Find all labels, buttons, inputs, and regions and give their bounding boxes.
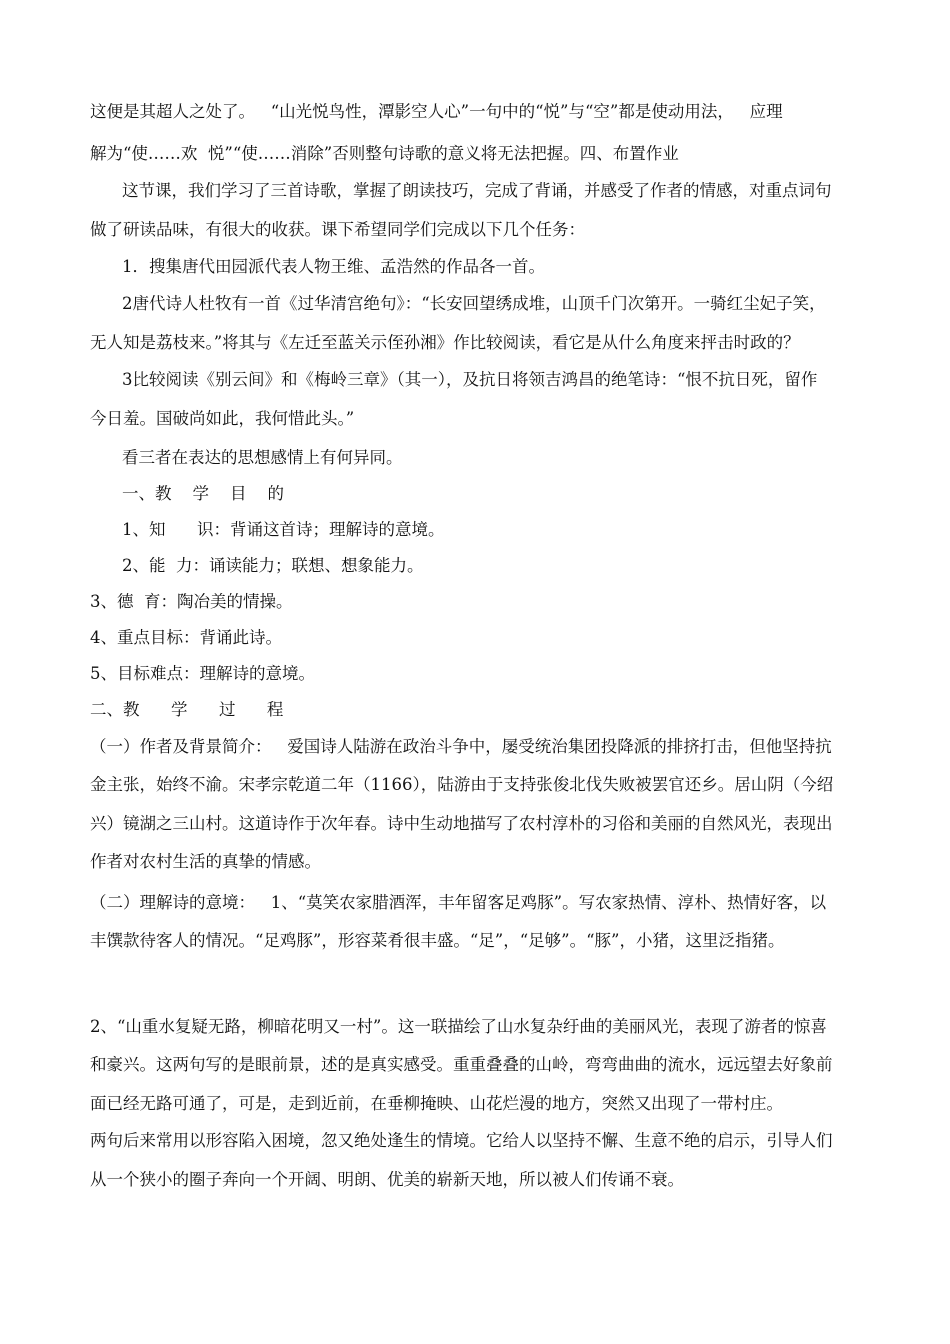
paragraph-line: 无人知是荔枝来。”将其与《左迁至蓝关示侄孙湘》作比较阅读，看它是从什么角度来抨击时政的？ — [90, 333, 800, 352]
paragraph-line: 看三者在表达的思想感情上有何异同。 — [122, 448, 403, 467]
paragraph-line: 解为“使……欢 悦”“使……消除”否则整句诗歌的意义将无法把握。四、布置作业 — [90, 144, 679, 163]
paragraph-line: 2、“山重水复疑无路，柳暗花明又一村”。这一联描绘了山水复杂纡曲的美丽风光，表现了游者的惊喜 — [90, 1017, 827, 1036]
paragraph-line: 作者对农村生活的真挚的情感。 — [90, 852, 321, 871]
paragraph-line: 今日羞。国破尚如此，我何惜此头。” — [90, 409, 355, 428]
objective-item: 2、能 力：诵读能力；联想、想象能力。 — [122, 556, 424, 575]
paragraph-line: 面已经无路可通了，可是，走到近前，在垂柳掩映、山花烂漫的地方，突然又出现了一带村庄。 — [90, 1094, 783, 1113]
objective-item: 4、重点目标：背诵此诗。 — [90, 628, 282, 647]
paragraph-line: 两句后来常用以形容陷入困境，忽又绝处逢生的情境。它给人以坚持不懈、生意不绝的启示，引导人们 — [90, 1131, 833, 1150]
task-item-2: 2唐代诗人杜牧有一首《过华清宫绝句》：“长安回望绣成堆，山顶千门次第开。一骑红尘妃子笑， — [122, 294, 826, 313]
paragraph-line: 这便是其超人之处了。 “山光悦鸟性，潭影空人心”一句中的“悦”与“空”都是使动用法， 应理 — [90, 102, 783, 121]
paragraph-line: 这节课，我们学习了三首诗歌，掌握了朗读技巧，完成了背诵，并感受了作者的情感，对重点词句 — [122, 181, 832, 200]
section-heading: 一、教 学 目 的 — [122, 484, 284, 503]
paragraph-line: 做了研读品味，有很大的收获。课下希望同学们完成以下几个任务： — [90, 220, 585, 239]
paragraph-line: （二）理解诗的意境： 1、“莫笑农家腊酒浑，丰年留客足鸡豚”。写农家热情、淳朴、热情好客，以 — [90, 893, 827, 912]
objective-item: 5、目标难点：理解诗的意境。 — [90, 664, 315, 683]
paragraph-line: 和豪兴。这两句写的是眼前景，述的是真实感受。重重叠叠的山岭，弯弯曲曲的流水，远远望去好象前 — [90, 1055, 833, 1074]
paragraph-line: 兴）镜湖之三山村。这道诗作于次年春。诗中生动地描写了农村淳朴的习俗和美丽的自然风光，表现出 — [90, 814, 833, 833]
objective-item: 3、德 育：陶冶美的情操。 — [90, 592, 293, 611]
paragraph-line: 从一个狭小的圈子奔向一个开阔、明朗、优美的崭新天地，所以被人们传诵不衰。 — [90, 1170, 684, 1189]
task-item-3: 3比较阅读《别云间》和《梅岭三章》（其一），及抗日将领吉鸿昌的绝笔诗：“恨不抗日死，留作 — [122, 370, 818, 389]
objective-item: 1、知 识：背诵这首诗；理解诗的意境。 — [122, 520, 445, 539]
paragraph-line: （一）作者及背景简介： 爱国诗人陆游在政治斗争中，屡受统治集团投降派的排挤打击，但他坚持抗 — [90, 737, 832, 756]
section-heading: 二、教 学 过 程 — [90, 700, 284, 719]
paragraph-line: 金主张，始终不渝。宋孝宗乾道二年（1166），陆游由于支持张俊北伐失败被罢官还乡。居山阴（今绍 — [90, 775, 834, 794]
task-item-1: 1．搜集唐代田园派代表人物王维、孟浩然的作品各一首。 — [122, 257, 545, 276]
paragraph-line: 丰馔款待客人的情况。“足鸡豚”，形容菜肴很丰盛。“足”，“足够”。“豚”，小猪，这里泛指猪。 — [90, 931, 785, 950]
